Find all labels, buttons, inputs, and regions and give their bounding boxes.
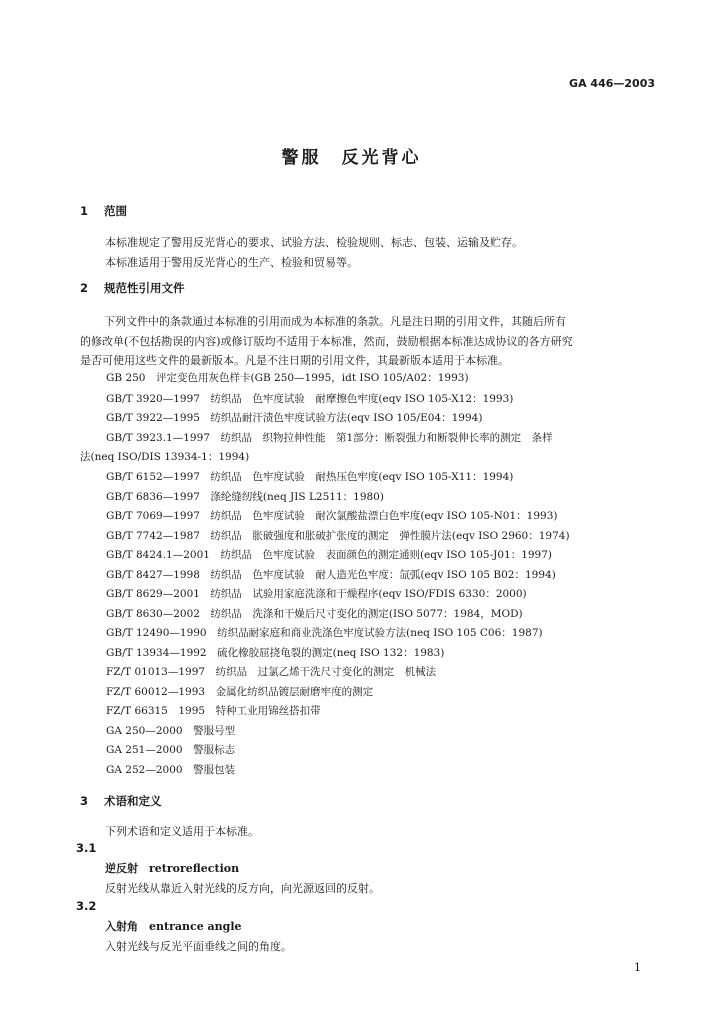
term-title: 入射角 entrance angle <box>105 920 242 933</box>
paragraph-line: 下列文件中的条款通过本标准的引用而成为本标准的条款。凡是注日期的引用文件，其随后所有 <box>104 315 566 328</box>
reference-item-continuation: 法(neq ISO/DIS 13934-1：1994) <box>80 451 250 463</box>
subsection-number: 3.2 <box>76 899 97 913</box>
section-title: 规范性引用文件 <box>104 281 185 295</box>
reference-item: GB/T 6152—1997 纺织品 色牢度试验 耐热压色牢度(eqv ISO 105-X11：1994) <box>106 471 514 483</box>
reference-item: FZ/T 01013—1997 纺织品 过氯乙烯干洗尺寸变化的测定 机械法 <box>106 666 437 678</box>
section-number: 1 <box>80 204 89 218</box>
subsection-number: 3.1 <box>76 841 97 855</box>
section-number: 3 <box>80 794 89 808</box>
reference-item: GB 250 评定变色用灰色样卡(GB 250—1995，idt ISO 105/A02：1993) <box>106 372 469 384</box>
reference-item: GB/T 3922—1995 纺织品耐汗渍色牢度试验方法(eqv ISO 105/E04：1994) <box>106 412 483 424</box>
section-2-heading <box>80 280 185 296</box>
paragraph: 本标准规定了警用反光背心的要求、试验方法、检验规则、标志、包装、运输及贮存。 <box>105 236 523 249</box>
section-number: 2 <box>80 281 89 295</box>
section-title: 范围 <box>104 204 127 218</box>
reference-item: FZ/T 66315 1995 特种工业用锦丝搭扣带 <box>106 705 321 717</box>
section-title: 术语和定义 <box>104 794 162 808</box>
reference-item: GA 250—2000 警服号型 <box>106 725 236 737</box>
reference-item: GB/T 8427—1998 纺织品 色牢度试验 耐人造光色牢度：氙弧(eqv ISO 105 B02：1994) <box>106 569 556 581</box>
reference-item: GB/T 3920—1997 纺织品 色牢度试验 耐摩擦色牢度(eqv ISO 105-X12：1993) <box>106 393 514 405</box>
section-1-heading <box>80 203 127 219</box>
reference-item: GA 251—2000 警服标志 <box>106 744 236 756</box>
section-3-heading <box>80 793 162 809</box>
reference-item: FZ/T 60012—1993 金属化纺织品镀层耐磨牢度的测定 <box>106 686 374 698</box>
reference-item: GB/T 12490—1990 纺织品耐家庭和商业洗涤色牢度试验方法(neq ISO 105 C06：1987) <box>106 627 543 639</box>
paragraph-line: 是否可使用这些文件的最新版本。凡是不注日期的引用文件，其最新版本适用于本标准。 <box>80 354 509 367</box>
document-title: 警服 反光背心 <box>281 148 422 168</box>
reference-item: GA 252—2000 警服包装 <box>106 764 236 776</box>
reference-item: GB/T 8424.1—2001 纺织品 色牢度试验 表面颜色的测定通则(eqv ISO 105-J01：1997) <box>106 549 553 561</box>
term-definition: 入射光线与反光平面垂线之间的角度。 <box>105 940 292 953</box>
reference-item: GB/T 7742—1987 纺织品 胀破强度和胀破扩张度的测定 弹性膜片法(eqv ISO 2960：1974) <box>106 530 570 542</box>
reference-item: GB/T 6836—1997 涤纶缝纫线(neq JIS L2511：1980) <box>106 491 384 503</box>
term-definition: 反射光线从靠近入射光线的反方向，向光源返回的反射。 <box>105 882 380 895</box>
reference-item: GB/T 7069—1997 纺织品 色牢度试验 耐次氯酸盐漂白色牢度(eqv ISO 105-N01：1993) <box>106 510 558 522</box>
reference-item: GB/T 13934—1992 硫化橡胶屈挠龟裂的测定(neq ISO 132：1983) <box>106 647 445 659</box>
paragraph: 本标准适用于警用反光背心的生产、检验和贸易等。 <box>105 256 358 269</box>
standard-code: GA 446—2003 <box>569 77 655 90</box>
paragraph-line: 的修改单(不包括勘误的内容)或修订版均不适用于本标准，然而，鼓励根据本标准达成协议的各方研究 <box>80 335 573 348</box>
reference-item: GB/T 3923.1—1997 纺织品 织物拉伸性能 第1部分：断裂强力和断裂伸长率的测定 条样 <box>106 432 553 444</box>
reference-item: GB/T 8630—2002 纺织品 洗涤和干燥后尺寸变化的测定(ISO 5077：1984，MOD) <box>106 608 523 620</box>
paragraph: 下列术语和定义适用于本标准。 <box>105 825 259 838</box>
term-title: 逆反射 retroreflection <box>105 862 240 875</box>
reference-item: GB/T 8629—2001 纺织品 试验用家庭洗涤和干燥程序(eqv ISO/FDIS 6330：2000) <box>106 588 527 600</box>
page-number: 1 <box>634 961 641 974</box>
